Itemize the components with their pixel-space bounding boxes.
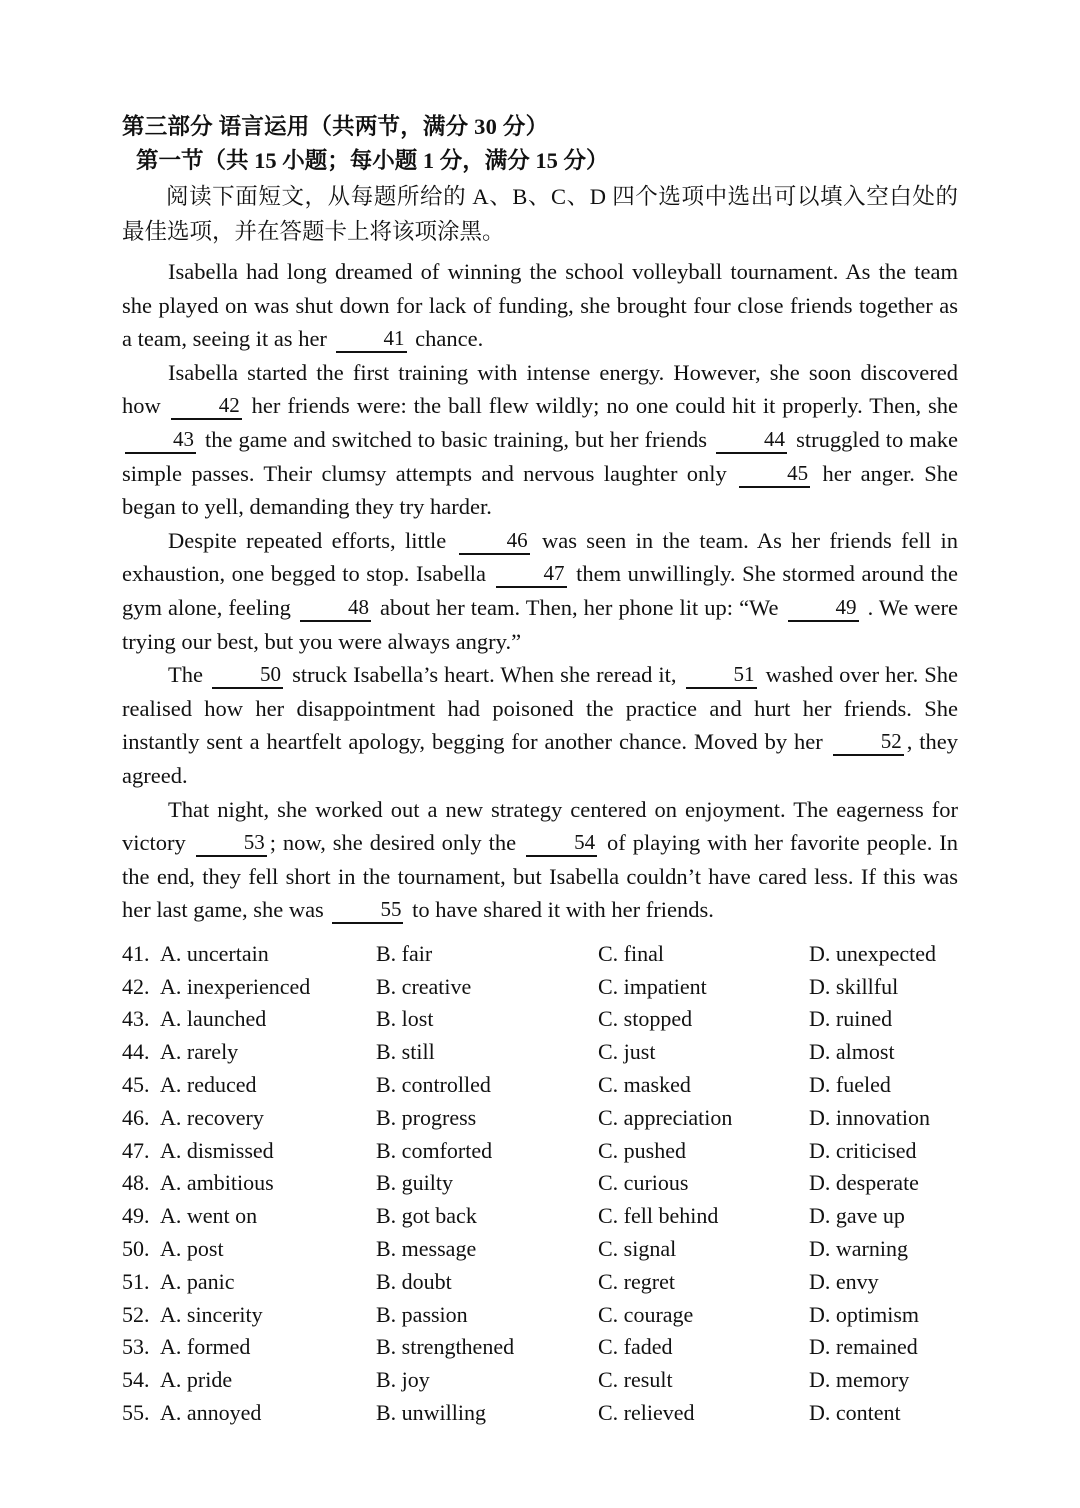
- instruction-text: 阅读下面短文，从每题所给的 A、B、C、D 四个选项中选出可以填入空白处的最佳选项，并在答题卡上将该项涂黑。: [122, 184, 958, 244]
- option-choice-d[interactable]: D. almost: [809, 1039, 895, 1065]
- option-choice-b[interactable]: B. doubt: [376, 1268, 452, 1294]
- option-choice-d[interactable]: D. ruined: [809, 1006, 893, 1032]
- option-choice-c[interactable]: C. curious: [598, 1170, 689, 1196]
- passage-text: ; now, she desired only the: [269, 830, 517, 856]
- option-choice-a[interactable]: A. ambitious: [160, 1170, 274, 1196]
- option-choice-b[interactable]: B. passion: [376, 1301, 468, 1327]
- blank-48[interactable]: 48: [300, 594, 371, 622]
- option-choice-b[interactable]: B. creative: [376, 973, 472, 999]
- option-choice-c[interactable]: C. relieved: [598, 1400, 695, 1426]
- passage-text: Despite repeated efforts, little: [168, 527, 447, 553]
- option-choice-b[interactable]: B. controlled: [376, 1072, 491, 1098]
- option-choice-d[interactable]: D. skillful: [809, 973, 899, 999]
- option-choice-a[interactable]: A. launched: [160, 1006, 267, 1032]
- option-row: [122, 1170, 958, 1203]
- option-row: [122, 1072, 958, 1105]
- passage-text: struck Isabella’s heart. When she reread it,: [292, 662, 677, 688]
- option-row: [122, 1039, 958, 1072]
- option-number: 53.: [122, 1334, 150, 1360]
- blank-41[interactable]: 41: [336, 325, 407, 353]
- option-choice-b[interactable]: B. joy: [376, 1367, 430, 1393]
- option-choice-c[interactable]: C. pushed: [598, 1137, 686, 1163]
- option-choice-a[interactable]: A. pride: [160, 1367, 233, 1393]
- blank-55[interactable]: 55: [332, 896, 403, 924]
- option-row: [122, 1006, 958, 1039]
- passage-text: Isabella started the first training with intense energy. However, she soon discovered how: [122, 359, 958, 419]
- blank-44[interactable]: 44: [716, 426, 787, 454]
- option-choice-c[interactable]: C. stopped: [598, 1006, 693, 1032]
- option-choice-c[interactable]: C. faded: [598, 1334, 673, 1360]
- option-number: 47.: [122, 1137, 150, 1163]
- option-choice-c[interactable]: C. appreciation: [598, 1104, 733, 1130]
- passage-text: her friends were: the ball flew wildly; no one could hit it properly. Then, she: [251, 393, 959, 419]
- passage-text: them unwillingly. She stormed around the gym alone, feeling: [122, 561, 958, 620]
- blank-42[interactable]: 42: [171, 392, 242, 420]
- passage-text: to have shared it with her friends.: [412, 897, 714, 923]
- option-choice-b[interactable]: B. lost: [376, 1006, 434, 1032]
- option-choice-d[interactable]: D. fueled: [809, 1072, 891, 1098]
- option-choice-b[interactable]: B. strengthened: [376, 1334, 515, 1360]
- option-choice-b[interactable]: B. comforted: [376, 1137, 493, 1163]
- option-choice-d[interactable]: D. gave up: [809, 1203, 905, 1229]
- option-choice-c[interactable]: C. final: [598, 940, 664, 966]
- option-choice-c[interactable]: C. fell behind: [598, 1203, 719, 1229]
- option-row: [122, 1203, 958, 1236]
- option-choice-d[interactable]: D. envy: [809, 1268, 879, 1294]
- option-choice-c[interactable]: C. courage: [598, 1301, 694, 1327]
- option-choice-a[interactable]: A. formed: [160, 1334, 251, 1360]
- option-choice-c[interactable]: C. signal: [598, 1236, 677, 1262]
- cloze-passage: [122, 255, 958, 927]
- blank-43[interactable]: 43: [125, 426, 196, 454]
- option-choice-c[interactable]: C. regret: [598, 1268, 675, 1294]
- blank-46[interactable]: 46: [459, 527, 530, 555]
- option-number: 42.: [122, 973, 150, 999]
- option-choice-a[interactable]: A. annoyed: [160, 1400, 262, 1426]
- options-list: [122, 941, 958, 1433]
- option-choice-b[interactable]: B. still: [376, 1039, 435, 1065]
- blank-49[interactable]: 49: [788, 594, 859, 622]
- option-choice-d[interactable]: D. unexpected: [809, 940, 937, 966]
- passage-text: washed over her. She realised how her disappointment had poisoned the practice and hurt her friends. She instantly sent a heartfelt apology, begging for another chance. Moved by her: [122, 662, 959, 755]
- passage-paragraph-2: [122, 356, 958, 524]
- option-choice-d[interactable]: D. memory: [809, 1367, 910, 1393]
- option-choice-c[interactable]: C. masked: [598, 1072, 691, 1098]
- option-choice-a[interactable]: A. panic: [160, 1268, 235, 1294]
- passage-paragraph-3: [122, 524, 958, 658]
- option-number: 54.: [122, 1367, 150, 1393]
- option-row: [122, 974, 958, 1007]
- option-row: [122, 1138, 958, 1171]
- option-number: 52.: [122, 1301, 150, 1327]
- option-number: 43.: [122, 1006, 150, 1032]
- option-choice-a[interactable]: A. rarely: [160, 1039, 239, 1065]
- option-choice-d[interactable]: D. content: [809, 1400, 901, 1426]
- option-number: 46.: [122, 1104, 150, 1130]
- passage-paragraph-4: [122, 658, 958, 792]
- option-choice-d[interactable]: D. optimism: [809, 1301, 920, 1327]
- option-choice-d[interactable]: D. innovation: [809, 1104, 930, 1130]
- option-number: 55.: [122, 1400, 150, 1426]
- option-number: 50.: [122, 1236, 150, 1262]
- option-row: [122, 1400, 958, 1433]
- page-content: [122, 110, 958, 1433]
- option-number: 48.: [122, 1170, 150, 1196]
- option-choice-d[interactable]: D. desperate: [809, 1170, 919, 1196]
- part-heading: 第三部分 语言运用（共两节，满分 30 分）: [122, 114, 549, 139]
- option-choice-a[interactable]: A. inexperienced: [160, 973, 311, 999]
- passage-text: her anger. She began to yell, demanding they try harder.: [122, 460, 959, 520]
- passage-text: , they agreed.: [122, 729, 959, 788]
- option-number: 41.: [122, 940, 150, 966]
- option-choice-c[interactable]: C. result: [598, 1367, 673, 1393]
- passage-text: struggled to make simple passes. Their clumsy attempts and nervous laughter only: [122, 426, 959, 486]
- passage-text: the game and switched to basic training, but her friends: [205, 426, 708, 452]
- option-row: [122, 1367, 958, 1400]
- passage-text: . We were trying our best, but you were always angry.”: [122, 594, 959, 654]
- option-choice-b[interactable]: B. fair: [376, 940, 433, 966]
- option-choice-b[interactable]: B. guilty: [376, 1170, 454, 1196]
- passage-paragraph-5: [122, 793, 958, 927]
- option-number: 45.: [122, 1072, 150, 1098]
- option-choice-a[interactable]: A. recovery: [160, 1104, 264, 1130]
- passage-text: Isabella had long dreamed of winning the school volleyball tournament. As the team she played on was shut down for lack of funding, she brought four close friends together as a team, seeing it as her: [122, 259, 958, 352]
- option-choice-a[interactable]: A. uncertain: [160, 940, 269, 966]
- passage-paragraph-1: [122, 255, 958, 356]
- option-row: [122, 941, 958, 974]
- option-row: [122, 1302, 958, 1335]
- option-choice-a[interactable]: A. sincerity: [160, 1301, 263, 1327]
- option-number: 44.: [122, 1039, 150, 1065]
- option-row: [122, 1334, 958, 1367]
- section-heading: 第一节（共 15 小题；每小题 1 分，满分 15 分）: [136, 148, 609, 173]
- blank-51[interactable]: 51: [686, 661, 757, 689]
- option-row: [122, 1105, 958, 1138]
- blank-53[interactable]: 53: [196, 829, 267, 857]
- option-choice-b[interactable]: B. message: [376, 1236, 477, 1262]
- blank-52[interactable]: 52: [833, 728, 904, 756]
- option-number: 51.: [122, 1268, 150, 1294]
- passage-text: chance.: [415, 326, 484, 352]
- blank-50[interactable]: 50: [212, 661, 283, 689]
- blank-45[interactable]: 45: [739, 460, 810, 488]
- option-choice-a[interactable]: A. went on: [160, 1203, 258, 1229]
- passage-text: of playing with her favorite people. In the end, they fell short in the tournament, but Isabella couldn’t have cared less. If this was her last game, she was: [122, 830, 959, 923]
- option-choice-b[interactable]: B. unwilling: [376, 1400, 487, 1426]
- option-choice-d[interactable]: D. remained: [809, 1334, 918, 1360]
- option-choice-a[interactable]: A. post: [160, 1236, 224, 1262]
- option-number: 49.: [122, 1203, 150, 1229]
- option-choice-c[interactable]: C. just: [598, 1039, 656, 1065]
- passage-text: That night, she worked out a new strategy centered on enjoyment. The eagerness for victory: [122, 796, 958, 856]
- option-choice-d[interactable]: D. warning: [809, 1236, 908, 1262]
- passage-text: was seen in the team. As her friends fell in exhaustion, one begged to stop. Isabella: [122, 527, 959, 587]
- option-choice-c[interactable]: C. impatient: [598, 973, 707, 999]
- passage-text: about her team. Then, her phone lit up: “We: [380, 594, 779, 620]
- option-row: [122, 1269, 958, 1302]
- option-choice-a[interactable]: A. dismissed: [160, 1137, 274, 1163]
- blank-47[interactable]: 47: [496, 560, 567, 588]
- option-choice-b[interactable]: B. got back: [376, 1203, 477, 1229]
- option-choice-d[interactable]: D. criticised: [809, 1137, 917, 1163]
- blank-54[interactable]: 54: [526, 829, 597, 857]
- option-choice-b[interactable]: B. progress: [376, 1104, 477, 1130]
- passage-text: The: [168, 662, 203, 688]
- option-choice-a[interactable]: A. reduced: [160, 1072, 257, 1098]
- option-row: [122, 1236, 958, 1269]
